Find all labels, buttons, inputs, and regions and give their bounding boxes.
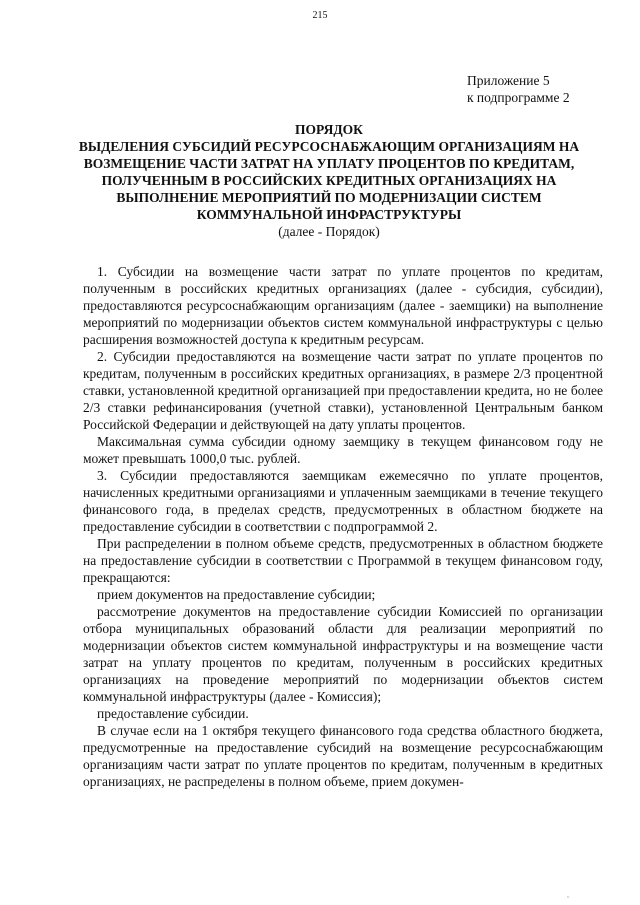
title-subtitle: (далее - Порядок) [278,224,380,239]
paragraph-9: В случае если на 1 октября текущего финансового года средства областного бюджета, предусмотренные на предоставление субсидий на возмещение ресурсоснабжающим организациям части затрат по уплате процентов по кредитам, полученным в кредитных организациях, не распределены в полном объеме, прием докумен- [83,723,603,789]
appendix-note [467,72,570,106]
paragraph-4: 3. Субсидии предоставляются заемщикам ежемесячно по уплате процентов, начисленных кредитными организациями и уплаченным заемщиками в течение текущего финансового года, в пределах средств, предусмотренных в областном бюджете на предоставление субсидии в соответствии с подпрограммой 2. [83,468,603,534]
document-body [83,263,603,790]
paragraph-7: рассмотрение документов на предоставление субсидии Комиссией по организации отбора муниципальных образований области для реализации мероприятий по модернизации объектов систем коммунальной инфраструктуры и на возмещение части затрат на уплату процентов по кредитам, полученным в российских кредитных организациях на проведение мероприятий по модернизации объектов систем коммунальной инфраструктуры (далее - Комиссия); [83,604,603,704]
paragraph-1: 1. Субсидии на возмещение части затрат по уплате процентов по кредитам, полученным в российских кредитных организациях (далее - субсидия, субсидии), предоставляются ресурсоснабжающим организациям (далее - заемщики) на выполнение мероприятий по модернизации объектов систем коммунальной инфраструктуры с целью расширения возможностей доступа к кредитным ресурсам. [83,264,603,347]
paragraph-3: Максимальная сумма субсидии одному заемщику в текущем финансовом году не может превышать 1000,0 тыс. рублей. [83,434,603,466]
document-title [55,121,603,240]
paragraph-5: При распределении в полном объеме средств, предусмотренных в областном бюджете на предоставление субсидии в соответствии с Программой в текущем финансовом году, прекращаются: [83,536,603,585]
title-main: ВЫДЕЛЕНИЯ СУБСИДИЙ РЕСУРСОСНАБЖАЮЩИМ ОРГАНИЗАЦИЯМ НА ВОЗМЕЩЕНИЕ ЧАСТИ ЗАТРАТ НА УПЛАТУ ПРОЦЕНТОВ ПО КРЕДИТАМ, ПОЛУЧЕННЫМ В РОССИЙСКИХ КРЕДИТНЫХ ОРГАНИЗАЦИЯХ НА ВЫПОЛНЕНИЕ МЕРОПРИЯТИЙ ПО МОДЕРНИЗАЦИИ СИСТЕМ КОММУНАЛЬНОЙ ИНФРАСТРУКТУРЫ [78,139,580,222]
page-number: 215 [312,10,328,21]
appendix-line-2: к подпрограмме 2 [467,90,570,105]
paragraph-8: предоставление субсидии. [97,706,249,721]
paragraph-2: 2. Субсидии предоставляются на возмещение части затрат по уплате процентов по кредитам, полученным в российских кредитных организациях, в размере 2/3 процентной ставки, установленной кредитной организацией при предоставлении кредита, но не более 2/3 ставки рефинансирования (учетной ставки), установленной Центральным банком Российской Федерации и действующей на дату уплаты процентов. [83,349,603,432]
appendix-line-1: Приложение 5 [467,73,550,88]
paragraph-6: прием документов на предоставление субсидии; [97,587,376,602]
footer-mark: ,, [567,894,570,899]
title-heading: ПОРЯДОК [295,122,363,137]
